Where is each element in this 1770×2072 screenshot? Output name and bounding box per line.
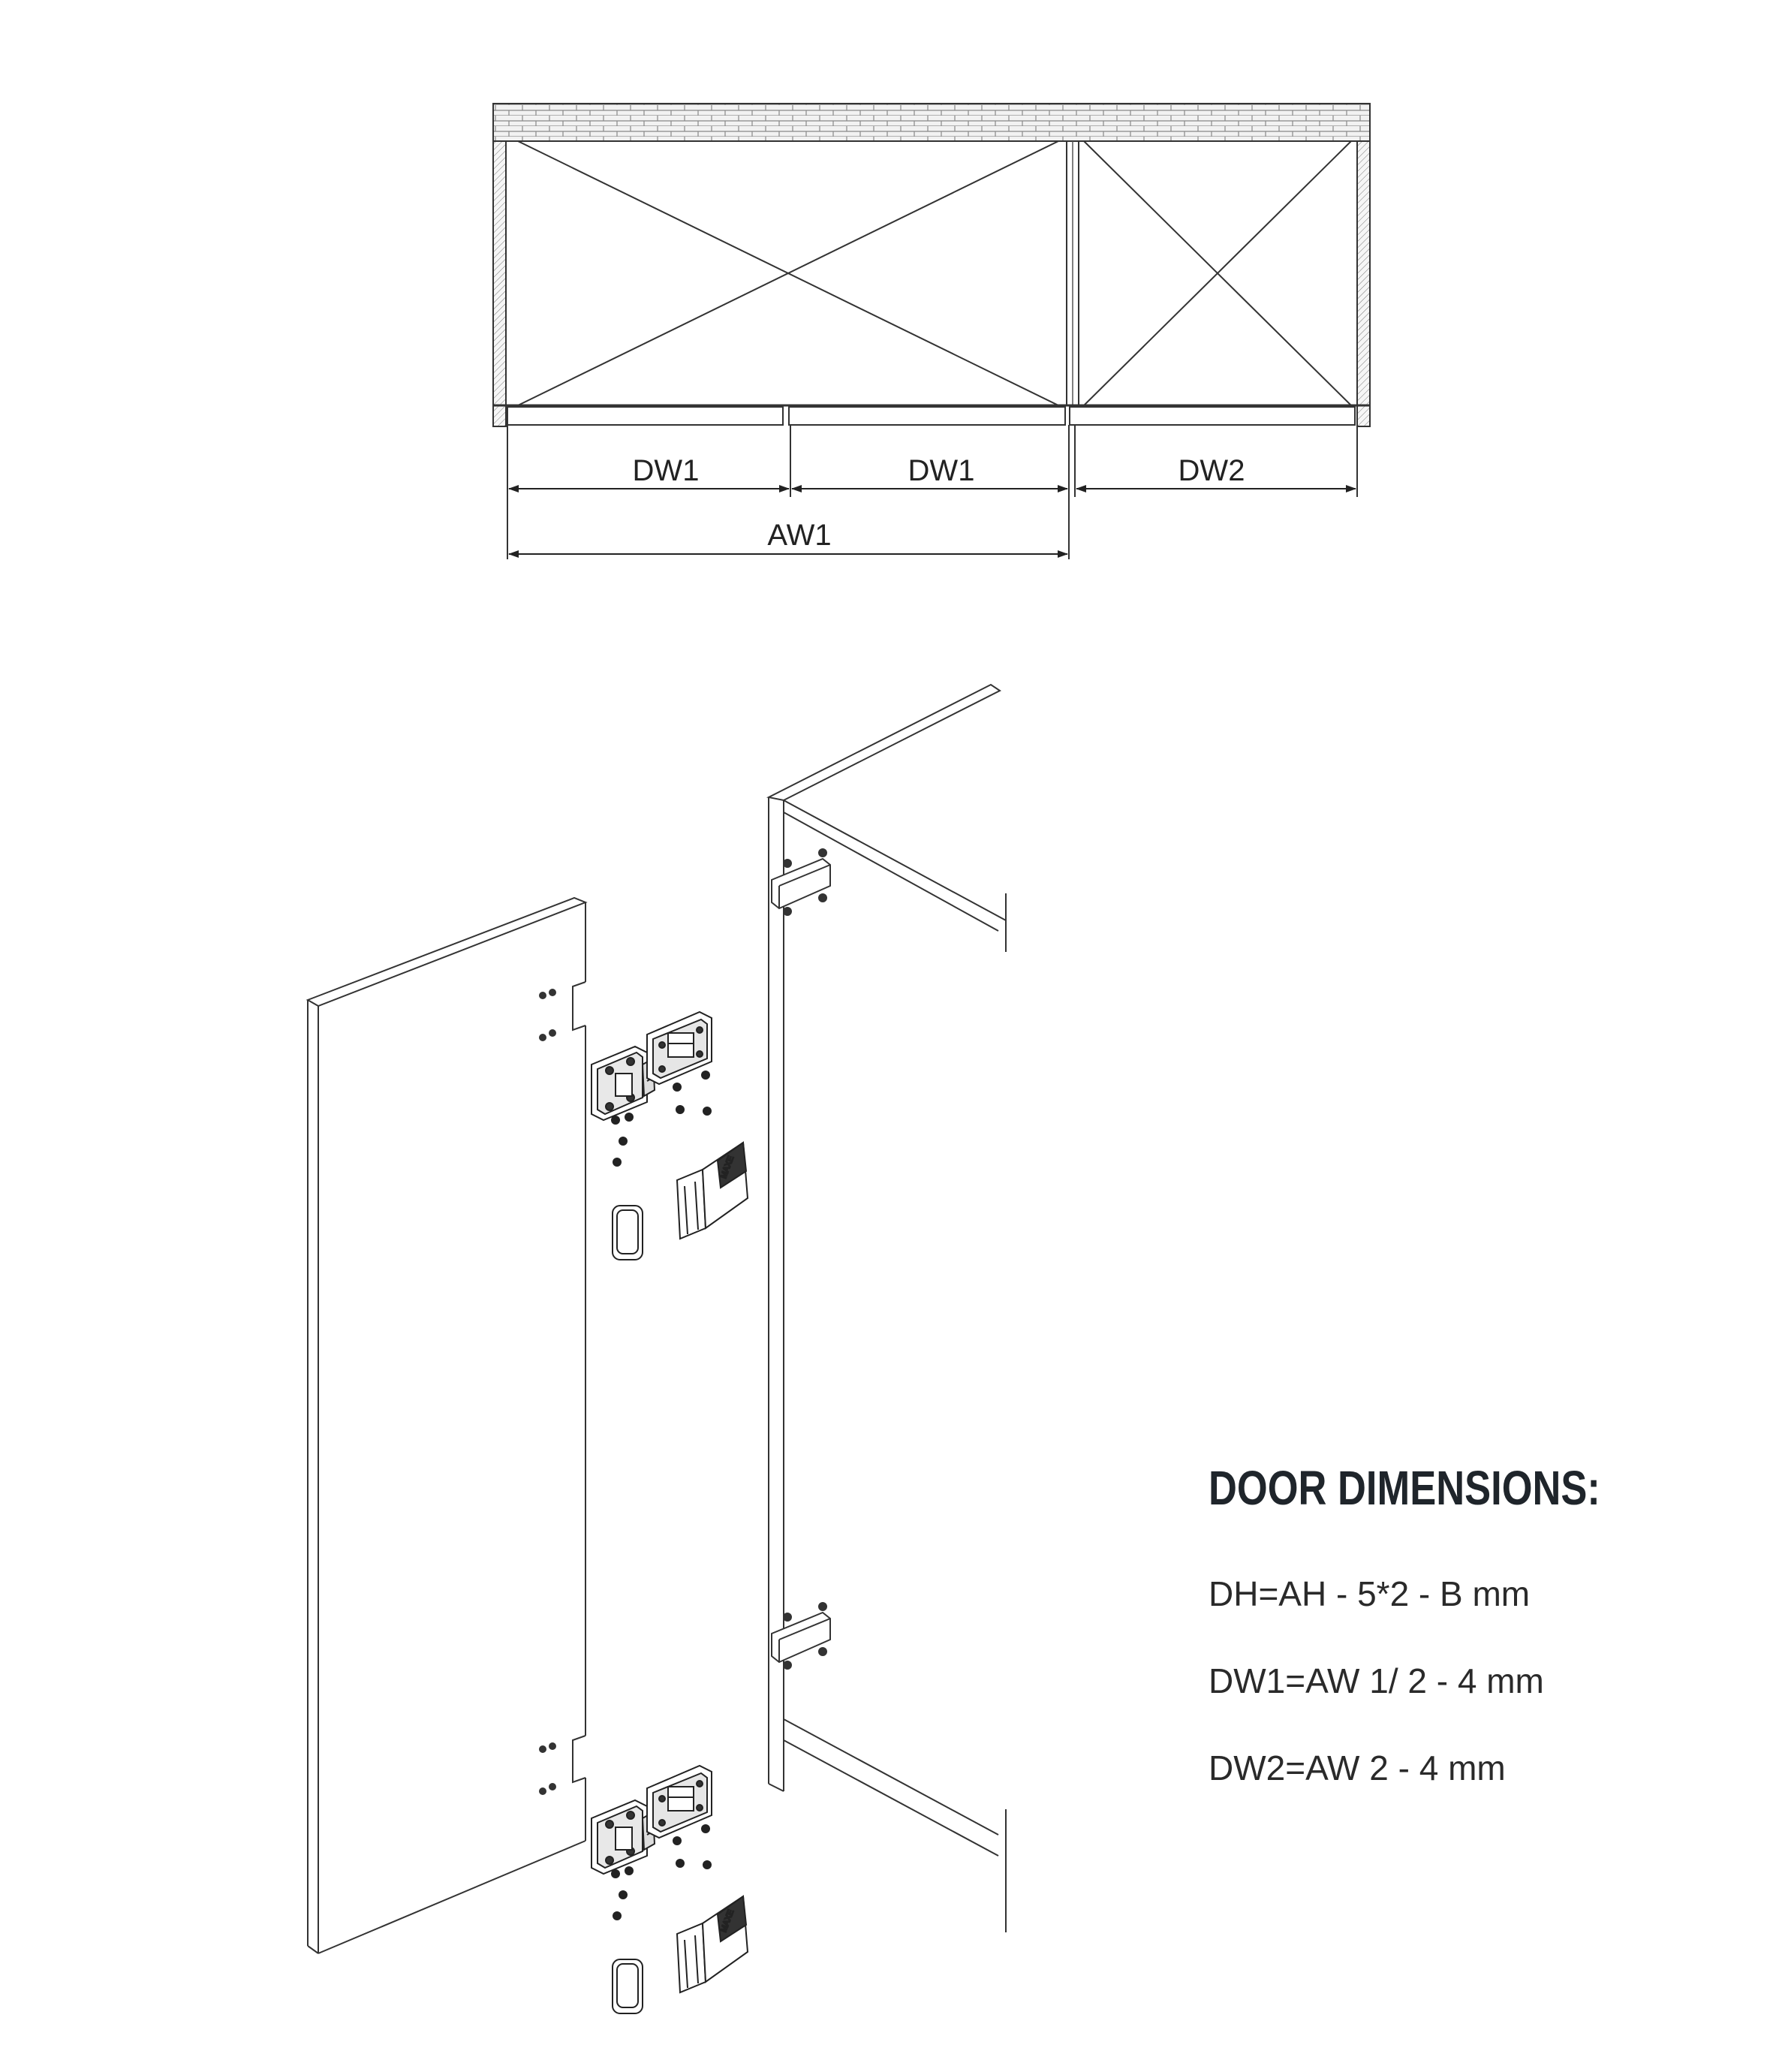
door-panel-2 [789,407,1065,425]
hinge-assembly-bottom [592,1766,748,2013]
cabinet-mounting-plate-bottom [772,1603,830,1669]
cabinet-side-panel [769,685,1006,1932]
formula-dh: DH=AH - 5*2 - B mm [1209,1574,1531,1613]
door-panel [308,898,585,1953]
hinge-cover-cap-top [613,1206,643,1260]
door-screw-holes-bottom [539,1742,556,1795]
hinge-plate-left [592,1800,647,1874]
dw1-left-label: DW1 [632,454,700,487]
ceiling-wall [493,104,1370,141]
hinge-housing-bottom [677,1896,748,1992]
hinge-assembly-top [592,1012,748,1260]
door-panel-1 [507,407,783,425]
dw1-right-label: DW1 [908,454,975,487]
hinge-cover-cap-bottom [613,1959,643,2013]
dw2-label: DW2 [1178,454,1245,487]
left-side-panel [493,141,506,426]
cabinet-mounting-plate-top [772,849,830,915]
hinge-housing-brand-top: MAXE [719,1155,736,1180]
hinge-plate-left [592,1047,647,1120]
formula-dw2: DW2=AW 2 - 4 mm [1209,1748,1506,1787]
formula-dw1: DW1=AW 1/ 2 - 4 mm [1209,1661,1544,1700]
door-panel-3 [1070,407,1355,425]
hinge-housing-brand-bottom: MAXE [719,1908,736,1934]
right-side-panel [1357,141,1370,426]
door-dimensions-heading: DOOR DIMENSIONS: [1209,1461,1600,1515]
plan-view [493,104,1370,559]
left-cabinet-box [506,141,1067,405]
aw1-label: AW1 [767,519,832,552]
hinge-housing-top [677,1143,748,1239]
plan-view-labels [633,454,1245,552]
door-screw-holes-top [539,989,556,1041]
